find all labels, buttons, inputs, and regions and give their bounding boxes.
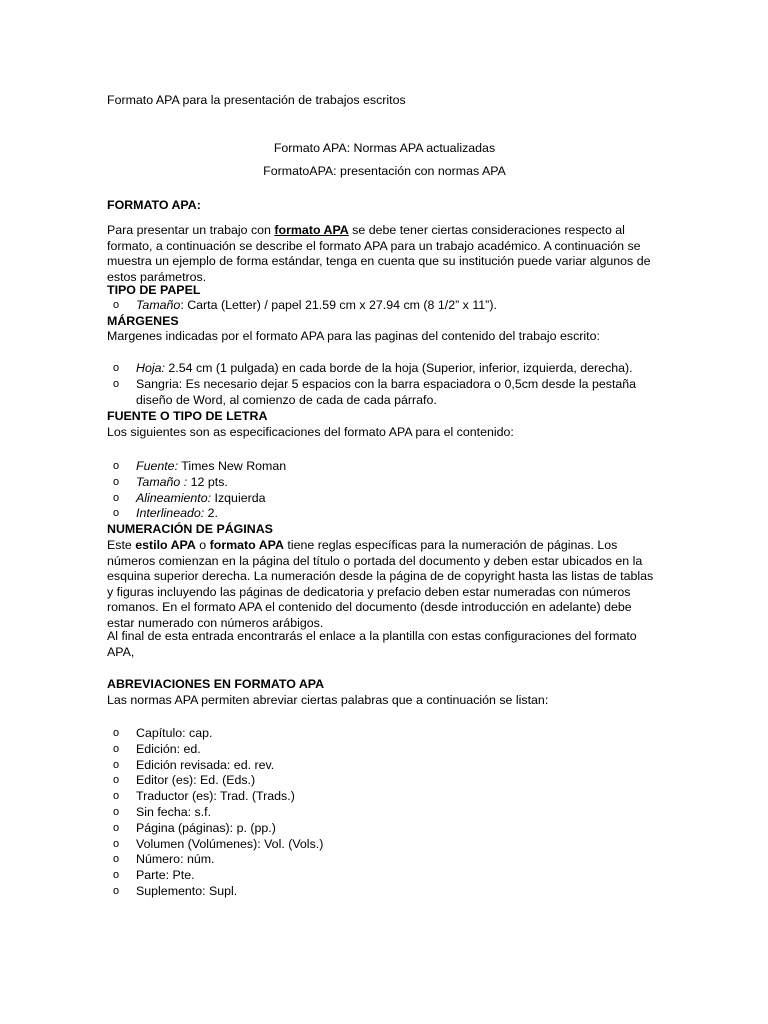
bullet-icon: o (113, 884, 120, 897)
bullet-icon: o (113, 805, 120, 818)
bullet-icon: o (113, 837, 120, 850)
item-text: Página (páginas): p. (pp.) (136, 820, 276, 835)
list-item (107, 742, 659, 758)
item-text: Número: núm. (136, 852, 215, 867)
list-item (107, 506, 659, 522)
center-subtitle-2: FormatoAPA: presentación con normas APA (263, 164, 506, 178)
list-item (107, 868, 659, 884)
heading-margenes: MÁRGENES (107, 314, 179, 328)
numeracion-text-2: o (195, 538, 210, 552)
paragraph-numeracion-final: Al final de esta entrada encontrarás el enlace a la plantilla con estas configuraciones del formato APA, (107, 629, 637, 659)
bullet-icon: o (113, 853, 120, 866)
item-text: : Carta (Letter) / papel 21.59 cm x 27.94 cm (8 1/2” x 11”). (180, 298, 497, 312)
item-text: Traductor (es): Trad. (Trads.) (136, 789, 295, 804)
item-text: 12 pts. (187, 474, 228, 489)
item-text: Edición revisada: ed. rev. (136, 757, 275, 772)
item-text: Sin fecha: s.f. (136, 804, 212, 819)
list-item (107, 837, 659, 853)
bullet-icon: o (113, 742, 120, 755)
bullet-icon: o (113, 377, 120, 390)
list-item (107, 459, 659, 475)
numeracion-bold-formato: formato APA (209, 538, 284, 552)
bullet-icon: o (113, 475, 120, 488)
item-label: Fuente: (136, 459, 179, 473)
paragraph-numeracion (107, 538, 659, 631)
item-text: Edición: ed. (136, 741, 201, 756)
item-label: Hoja: (136, 361, 165, 375)
item-label: Alineamiento: (136, 490, 212, 505)
item-label: Tamaño : (136, 474, 188, 489)
list-item (107, 298, 659, 314)
item-label: Interlineado: (136, 506, 205, 521)
list-item (107, 821, 659, 837)
item-text: 2. (204, 506, 218, 521)
item-text: Capítulo: cap. (136, 726, 213, 740)
item-text: Times New Roman (178, 459, 287, 473)
item-text: Editor (es): Ed. (Eds.) (136, 773, 256, 788)
heading-abreviaciones: ABREVIACIONES EN FORMATO APA (107, 677, 325, 691)
bullet-icon: o (113, 491, 120, 504)
numeracion-bold-estilo: estilo APA (135, 538, 196, 552)
list-item (107, 773, 659, 789)
paragraph-formato-after: se debe tener ciertas consideraciones respecto al formato, a continuación se describe el formato APA para un trabajo académico. A continuación se muestra un ejemplo de forma estándar, tenga en cuenta que su institución puede variar algunos de estos parámetros. (107, 223, 651, 284)
heading-tipo-de-papel: TIPO DE PAPEL (107, 283, 201, 297)
list-item (107, 361, 659, 377)
list-item (107, 805, 659, 821)
bullet-icon: o (113, 507, 120, 520)
bullet-icon: o (113, 299, 120, 311)
center-subtitle-1: Formato APA: Normas APA actualizadas (273, 141, 496, 155)
list-item (107, 758, 659, 774)
abreviaciones-intro: Las normas APA permiten abreviar ciertas palabras que a continuación se listan: (107, 693, 549, 707)
list-abreviaciones (107, 726, 659, 900)
list-item (107, 789, 659, 805)
list-item (107, 852, 659, 868)
margenes-intro: Margenes indicadas por el formato APA para las paginas del contenido del trabajo escrito: (107, 329, 600, 343)
bullet-icon: o (113, 869, 120, 882)
paragraph-formato-before: Para presentar un trabajo con (107, 223, 275, 237)
numeracion-text-3: tiene reglas específicas para la numeración de páginas. Los números comienzan en la página del título o portada del documento y deben estar ubicados en la esquina superior derecha. La numeración desde la página de de copyright hasta las listas de tablas y figuras incluyendo las páginas de dedicatoria y prefacio deben estar numeradas con números romanos. En el formato APA el contenido del documento (desde introducción en adelante) debe estar numerado con números arábigos. (107, 538, 654, 630)
bullet-icon: o (113, 821, 120, 834)
numeracion-text-1: Este (107, 538, 136, 552)
list-item (107, 726, 659, 742)
list-item (107, 491, 659, 507)
fuente-intro: Los siguientes son as especificaciones del formato APA para el contenido: (107, 425, 514, 439)
list-tipo-de-papel (107, 298, 659, 314)
bullet-icon: o (113, 727, 120, 739)
item-text: Sangria: Es necesario dejar 5 espacios con la barra espaciadora o 0,5cm desde la pestaña diseño de Word, al comienzo de cada de cada párrafo. (136, 376, 637, 407)
bullet-icon: o (113, 774, 120, 787)
item-text: 2.54 cm (1 pulgada) en cada borde de la hoja (Superior, inferior, izquierda, derecha). (164, 361, 633, 375)
document-title: Formato APA para la presentación de trabajos escritos (107, 93, 406, 107)
heading-fuente: FUENTE O TIPO DE LETRA (107, 409, 268, 423)
bullet-icon: o (113, 758, 120, 771)
heading-numeracion: NUMERACIÓN DE PÁGINAS (107, 522, 273, 536)
heading-formato-apa: FORMATO APA: (107, 198, 201, 212)
list-item (107, 884, 659, 900)
item-text: Parte: Pte. (136, 868, 195, 883)
item-label: Tamaño (136, 298, 181, 312)
item-text: Izquierda (211, 490, 266, 505)
formato-apa-link[interactable]: formato APA (274, 223, 349, 237)
bullet-icon: o (113, 362, 120, 374)
bullet-icon: o (113, 790, 120, 803)
list-item (107, 377, 659, 409)
paragraph-formato (107, 223, 659, 285)
item-text: Suplemento: Supl. (136, 883, 238, 898)
list-fuente (107, 459, 659, 522)
list-margenes (107, 361, 659, 408)
item-text: Volumen (Volúmenes): Vol. (Vols.) (136, 836, 324, 851)
list-item (107, 475, 659, 491)
bullet-icon: o (113, 460, 120, 472)
